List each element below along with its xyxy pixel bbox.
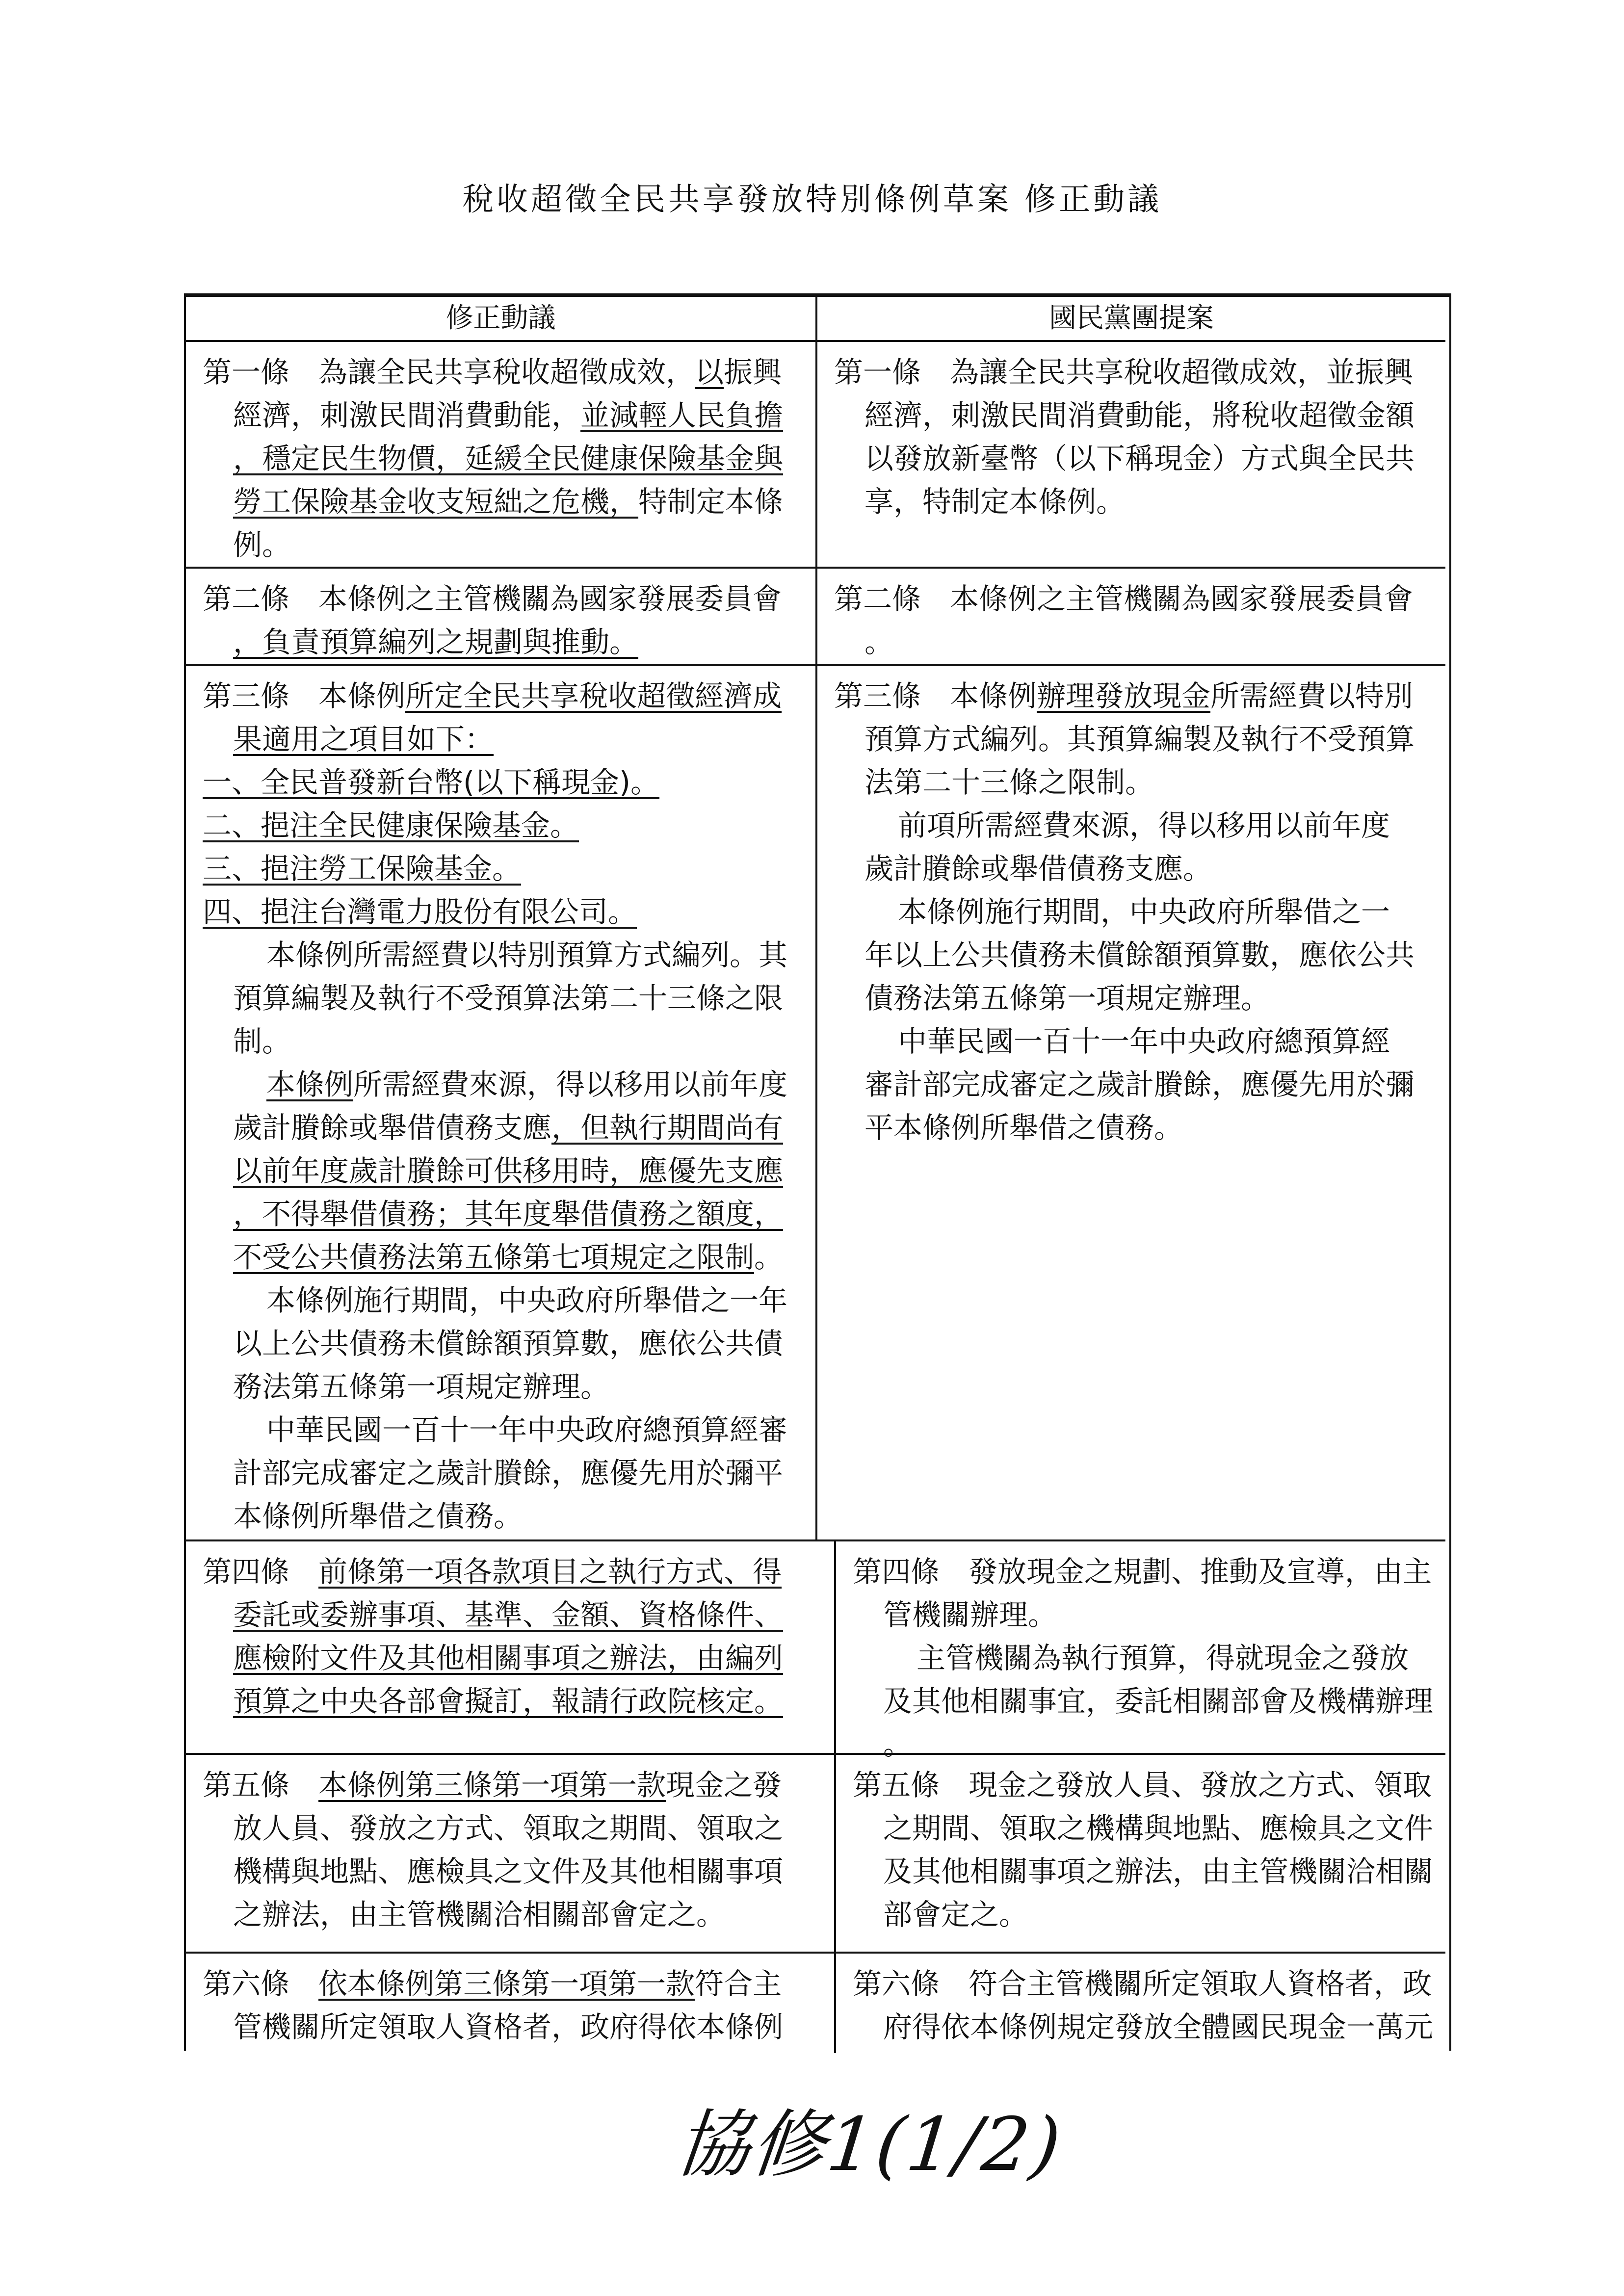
text-segment: 制。	[233, 1024, 291, 1058]
text-segment: 第二條 本條例之主管機關為國家發展委員會	[203, 582, 782, 616]
text-segment: 預算編製及執行不受預算法第二十三條之限	[233, 981, 784, 1015]
text-line	[853, 1593, 1434, 1637]
underlined-amendment-text: 三、挹注勞工保險基金。	[203, 852, 522, 886]
text-segment: 本條例施行期間，中央政府所舉借之一年	[266, 1283, 788, 1317]
text-line	[203, 437, 804, 480]
text-line	[203, 577, 804, 621]
text-line	[834, 804, 1434, 847]
document-title: 稅收超徵全民共享發放特別條例草案 修正動議	[462, 182, 1162, 218]
text-line	[203, 1452, 804, 1495]
text-line	[834, 890, 1434, 934]
text-segment: 現金之發	[666, 1768, 782, 1802]
text-line	[203, 847, 804, 890]
underlined-amendment-text: ，負責預算編列之規劃與推動。	[233, 625, 639, 659]
underlined-amendment-text: ，穩定民生物價，延緩全民健康保險基金與	[233, 442, 784, 475]
text-line	[834, 1106, 1434, 1149]
underlined-amendment-text: 辦理發放現金	[1037, 679, 1211, 713]
text-segment: 歲計賸餘或舉借債務支應	[233, 1111, 552, 1145]
underlined-amendment-text: 勞工保險基金收支短絀之危機，	[233, 485, 639, 519]
text-line	[203, 1850, 822, 1893]
text-segment: 務法第五條第一項規定辦理。	[233, 1370, 610, 1404]
text-segment: 之期間、領取之機構與地點、應檢具之文件	[883, 1811, 1434, 1845]
text-segment: 。	[883, 1727, 913, 1761]
article-6-kmt-proposal	[836, 1954, 1445, 2053]
underlined-amendment-text: 本條例第三條第一項第一款	[318, 1768, 666, 1802]
text-segment: 計部完成審定之歲計賸餘，應優先用於彌平	[233, 1456, 784, 1490]
article-2-kmt-proposal	[817, 569, 1445, 666]
text-segment: 歲計賸餘或舉借債務支應。	[864, 852, 1212, 886]
underlined-amendment-text: 以	[695, 355, 724, 389]
text-segment: 中華民國一百十一年中央政府總預算經審	[266, 1413, 788, 1447]
text-segment: 前項所需經費來源，得以移用以前年度	[898, 809, 1390, 842]
article-2-amendment	[186, 569, 817, 666]
article-5-amendment	[186, 1755, 836, 1954]
text-segment: 債務法第五條第一項規定辦理。	[864, 981, 1270, 1015]
text-line	[834, 718, 1434, 761]
text-segment: 本條例施行期間，中央政府所舉借之一	[898, 895, 1390, 929]
text-segment: 例。	[233, 528, 291, 562]
underlined-amendment-text: 果適用之項目如下：	[233, 722, 494, 756]
underlined-amendment-text: 本條例	[266, 1068, 354, 1101]
text-line	[834, 847, 1434, 890]
article-1-kmt-proposal	[817, 342, 1445, 569]
article-5-kmt-proposal	[836, 1755, 1445, 1954]
text-line	[853, 1850, 1434, 1893]
text-segment: 。	[864, 625, 894, 659]
text-segment: 經濟，刺激民間消費動能，	[233, 398, 581, 432]
text-segment: 機構與地點、應檢具之文件及其他相關事項	[233, 1854, 784, 1888]
underlined-amendment-text: 四、挹注台灣電力股份有限公司。	[203, 895, 637, 929]
text-line	[203, 1020, 804, 1063]
text-line	[203, 1106, 804, 1149]
text-line	[203, 1893, 822, 1936]
text-line	[203, 977, 804, 1020]
underlined-amendment-text: 預算之中央各部會擬訂，報請行政院核定。	[233, 1684, 784, 1718]
text-segment: 第三條 本條例	[834, 679, 1037, 713]
text-segment: 之辦法，由主管機關洽相關部會定之。	[233, 1898, 726, 1931]
underlined-amendment-text: 並減輕人民負擔	[580, 398, 784, 432]
text-segment: 第四條 發放現金之規劃、推動及宣導，由主	[853, 1555, 1432, 1589]
underlined-amendment-text: 所定全民共享稅收超徵經濟成	[405, 679, 782, 713]
text-segment: 第一條 為讓全民共享稅收超徵成效，並振興	[834, 355, 1414, 389]
text-line	[203, 718, 804, 761]
header-amendment-motion: 修正動議	[186, 297, 817, 342]
article-1-amendment	[186, 342, 817, 569]
text-line	[853, 1893, 1434, 1936]
text-segment: 第六條 符合主管機關所定領取人資格者，政	[853, 1967, 1432, 2001]
text-line	[853, 1680, 1434, 1723]
text-line	[203, 675, 804, 718]
text-line	[203, 523, 804, 567]
text-segment: 特制定本條	[638, 485, 784, 519]
text-segment: 中華民國一百十一年中央政府總預算經	[898, 1024, 1390, 1058]
text-line	[203, 761, 804, 804]
underlined-amendment-text: ，不得舉借債務；其年度舉借債務之額度，	[233, 1197, 784, 1231]
underlined-amendment-text: 前條第一項各款項目之執行方式、得	[318, 1555, 782, 1589]
article-4-amendment	[186, 1541, 836, 1755]
text-segment: 第一條 為讓全民共享稅收超徵成效，	[203, 355, 695, 389]
text-segment: 部會定之。	[883, 1898, 1028, 1931]
text-segment: 以發放新臺幣（以下稱現金）方式與全民共	[864, 442, 1415, 475]
text-segment: 府得依本條例規定發放全體國民現金一萬元	[883, 2010, 1434, 2044]
text-line	[203, 1149, 804, 1193]
text-line	[203, 1962, 822, 2006]
text-line	[834, 621, 1434, 664]
text-segment: 主管機關為執行預算，得就現金之發放	[917, 1641, 1409, 1675]
text-segment: 管機關辦理。	[883, 1598, 1057, 1632]
text-line	[853, 1764, 1434, 1807]
text-segment: 第五條 現金之發放人員、發放之方式、領取	[853, 1768, 1432, 1802]
text-line	[853, 1807, 1434, 1850]
text-line	[203, 621, 804, 664]
text-line	[834, 1063, 1434, 1106]
text-line	[834, 437, 1434, 480]
text-line	[834, 577, 1434, 621]
text-segment: 。	[754, 1240, 784, 1274]
article-6-amendment	[186, 1954, 836, 2053]
text-line	[853, 1962, 1434, 2006]
text-line	[834, 1020, 1434, 1063]
text-segment: 振興	[724, 355, 782, 389]
header-kmt-proposal: 國民黨團提案	[817, 297, 1445, 342]
underlined-amendment-text: ，但執行期間尚有	[551, 1111, 784, 1145]
text-line	[834, 977, 1434, 1020]
text-line	[834, 675, 1434, 718]
text-line	[203, 394, 804, 437]
text-segment: 所需經費以特別	[1210, 679, 1414, 713]
text-line	[834, 394, 1434, 437]
underlined-amendment-text: 委託或委辦事項、基準、金額、資格條件、	[233, 1598, 784, 1632]
text-segment: 年以上公共債務未償餘額預算數，應依公共	[864, 938, 1415, 972]
text-line	[203, 1807, 822, 1850]
text-line	[203, 1495, 804, 1538]
text-segment: 第五條	[203, 1768, 319, 1802]
text-line	[203, 1550, 822, 1593]
text-line	[203, 1764, 822, 1807]
article-4-kmt-proposal	[836, 1541, 1445, 1761]
text-line	[203, 351, 804, 394]
handwritten-page-mark: 協修1(1/2)	[672, 2102, 1067, 2188]
underlined-amendment-text: 二、挹注全民健康保險基金。	[203, 809, 579, 842]
text-line	[203, 1365, 804, 1409]
text-segment: 放人員、發放之方式、領取之期間、領取之	[233, 1811, 784, 1845]
text-segment: 第三條 本條例	[203, 679, 406, 713]
text-line	[203, 480, 804, 523]
underlined-amendment-text: 應檢附文件及其他相關事項之辦法，由編列	[233, 1641, 784, 1675]
text-segment: 第二條 本條例之主管機關為國家發展委員會	[834, 582, 1414, 616]
text-line	[834, 761, 1434, 804]
underlined-amendment-text: 依本條例第三條第一項第一款	[318, 1967, 695, 2001]
text-line	[203, 934, 804, 977]
underlined-amendment-text: 一、全民普發新台幣(以下稱現金)。	[203, 765, 660, 799]
text-segment: 審計部完成審定之歲計賸餘，應優先用於彌	[864, 1068, 1415, 1101]
text-line	[853, 1550, 1434, 1593]
text-line	[203, 804, 804, 847]
text-line	[203, 1680, 822, 1723]
text-line	[203, 1593, 822, 1637]
text-line	[203, 890, 804, 934]
underlined-amendment-text: 以前年度歲計賸餘可供移用時，應優先支應	[233, 1154, 784, 1188]
text-line	[203, 1322, 804, 1365]
text-line	[203, 1279, 804, 1322]
text-line	[203, 1063, 804, 1106]
text-line	[203, 1236, 804, 1279]
text-line	[203, 1193, 804, 1236]
text-line	[203, 2006, 822, 2049]
text-line	[203, 1409, 804, 1452]
text-segment: 預算方式編列。其預算編製及執行不受預算	[864, 722, 1415, 756]
text-segment: 第四條	[203, 1555, 319, 1589]
underlined-amendment-text: 不受公共債務法第五條第七項規定之限制	[233, 1240, 755, 1274]
text-segment: 第六條	[203, 1967, 319, 2001]
text-line	[834, 934, 1434, 977]
text-segment: 以上公共債務未償餘額預算數，應依公共債	[233, 1327, 784, 1360]
text-line	[203, 1637, 822, 1680]
text-line	[853, 2006, 1434, 2049]
text-segment: 享，特制定本條例。	[864, 485, 1126, 519]
text-line	[834, 351, 1434, 394]
text-segment: 及其他相關事宜，委託相關部會及機構辦理	[883, 1684, 1434, 1718]
text-segment: 管機關所定領取人資格者，政府得依本條例	[233, 2010, 784, 2044]
text-segment: 經濟，刺激民間消費動能，將稅收超徵金額	[864, 398, 1415, 432]
text-segment: 本條例所需經費以特別預算方式編列。其	[266, 938, 788, 972]
text-segment: 及其他相關事項之辦法，由主管機關洽相關	[883, 1854, 1434, 1888]
article-3-kmt-proposal	[817, 666, 1445, 1541]
article-3-amendment	[186, 666, 817, 1541]
text-segment: 所需經費來源，得以移用以前年度	[353, 1068, 788, 1101]
text-line	[834, 480, 1434, 523]
text-line	[853, 1637, 1434, 1680]
text-segment: 本條例所舉借之債務。	[233, 1499, 523, 1533]
text-segment: 法第二十三條之限制。	[864, 765, 1154, 799]
text-segment: 符合主	[695, 1967, 782, 2001]
comparison-table	[184, 293, 1451, 2051]
text-segment: 平本條例所舉借之債務。	[864, 1111, 1183, 1145]
